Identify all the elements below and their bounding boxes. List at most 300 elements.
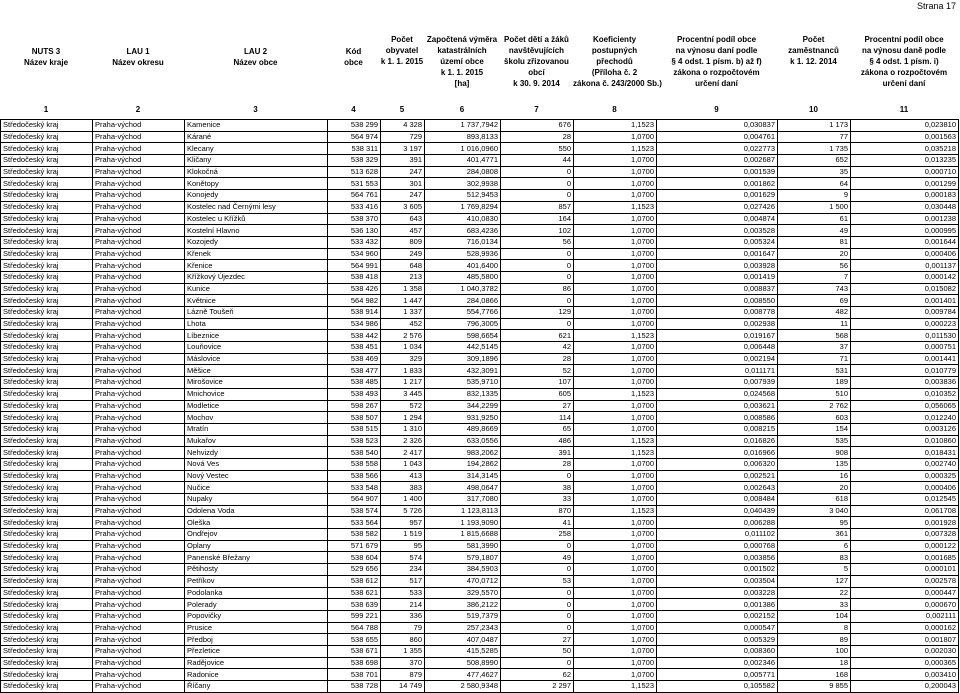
table-cell: 52 [501,365,574,377]
table-cell: 0 [501,295,574,307]
table-cell: 1 447 [381,295,425,307]
table-cell: Praha-východ [93,155,185,167]
table-cell: 0,001629 [657,190,778,202]
column-number-row [0,105,960,117]
table-row [1,517,959,529]
table-cell: Praha-východ [93,610,185,622]
table-cell: 344,2299 [425,400,501,412]
table-cell: Praha-východ [93,295,185,307]
table-cell: Oplany [185,540,328,552]
column-number: 8 [612,105,617,114]
table-cell: 513 628 [328,166,381,178]
table-cell: 554,7766 [425,307,501,319]
table-cell: 648 [381,260,425,272]
table-row [1,610,959,622]
table-cell: 0,000162 [851,622,959,634]
table-cell: Praha-východ [93,307,185,319]
table-cell: Středočeský kraj [1,540,93,552]
table-row [1,236,959,248]
table-cell: 1,0700 [574,307,657,319]
table-row [1,494,959,506]
table-cell: 79 [381,622,425,634]
table-cell: 0 [501,271,574,283]
table-cell: 1 040,3782 [425,283,501,295]
table-cell: 0,003410 [851,669,959,681]
header-line: k 1. 12. 2014 [790,57,837,66]
table-row [1,552,959,564]
table-cell: 533 548 [328,482,381,494]
table-cell: 0,002740 [851,458,959,470]
table-cell: Praha-východ [93,505,185,517]
table-cell: 489,8669 [425,423,501,435]
table-cell: 605 [501,388,574,400]
table-cell: Praha-východ [93,166,185,178]
table-cell: 534 986 [328,318,381,330]
table-row [1,342,959,354]
table-cell: Radějovice [185,657,328,669]
table-cell: 0,002030 [851,645,959,657]
table-cell: 0,000183 [851,190,959,202]
table-cell: 1,0700 [574,552,657,564]
table-cell: Praha-východ [93,645,185,657]
table-cell: Praha-východ [93,190,185,202]
table-cell: 89 [778,634,851,646]
table-cell: 538 311 [328,143,381,155]
table-cell: 50 [501,645,574,657]
table-cell: 893,8133 [425,131,501,143]
table-cell: 336 [381,610,425,622]
table-cell: 135 [778,458,851,470]
table-cell: Lhota [185,318,328,330]
table-cell: 0,024568 [657,388,778,400]
table-cell: 2 576 [381,330,425,342]
table-cell: Nupaky [185,494,328,506]
table-cell: Květnice [185,295,328,307]
table-cell: Středočeský kraj [1,155,93,167]
table-cell: 0,001502 [657,564,778,576]
table-cell: 0,001685 [851,552,959,564]
table-cell: Oleška [185,517,328,529]
table-cell: Středočeský kraj [1,330,93,342]
table-cell: 477,4627 [425,669,501,681]
header-line: na výnosu daní podle [675,46,758,55]
table-row [1,330,959,342]
table-cell: 603 [778,412,851,424]
table-cell: 0,006448 [657,342,778,354]
table-cell: Praha-východ [93,599,185,611]
table-row [1,587,959,599]
table-cell: 0,001386 [657,599,778,611]
table-cell: 1,1523 [574,681,657,693]
table-cell: 931,9250 [425,412,501,424]
table-row [1,681,959,693]
table-cell: Středočeský kraj [1,400,93,412]
table-cell: 257,2343 [425,622,501,634]
table-cell: 832,1335 [425,388,501,400]
table-cell: 100 [778,645,851,657]
table-cell: 1 358 [381,283,425,295]
table-cell: Popovičky [185,610,328,622]
table-cell: 683,4236 [425,225,501,237]
header-cell [327,46,380,68]
table-cell: 0,027426 [657,201,778,213]
table-row [1,657,959,669]
table-cell: 0 [501,540,574,552]
table-cell: 0,030448 [851,201,959,213]
table-cell: 0,001238 [851,213,959,225]
table-cell: Středočeský kraj [1,599,93,611]
table-row [1,190,959,202]
header-line: § 4 odst. 1 písm. b) až f) [671,57,762,66]
table-cell: Praha-východ [93,681,185,693]
table-cell: Praha-východ [93,283,185,295]
table-cell: 0,009784 [851,307,959,319]
table-cell: 0,010779 [851,365,959,377]
table-cell: 533 432 [328,236,381,248]
header-line: LAU 1 [126,47,150,56]
table-cell: 470,0712 [425,575,501,587]
table-cell: 809 [381,236,425,248]
table-cell: 0 [501,470,574,482]
table-cell: 1,0700 [574,271,657,283]
table-cell: 401,6400 [425,260,501,272]
table-cell: 0,004761 [657,131,778,143]
table-cell: 1,0700 [574,283,657,295]
header-line: NUTS 3 [31,47,61,56]
table-cell: 0,040439 [657,505,778,517]
table-cell: 1,0700 [574,377,657,389]
table-cell: Středočeský kraj [1,564,93,576]
table-cell: 0 [501,318,574,330]
table-cell: 329,5570 [425,587,501,599]
table-cell: 533 416 [328,201,381,213]
table-cell: 0,000768 [657,540,778,552]
table-cell: Praha-východ [93,388,185,400]
header-line: k 1. 1. 2015 [380,57,424,66]
table-cell: 383 [381,482,425,494]
table-cell: 27 [501,400,574,412]
table-cell: Přezletice [185,645,328,657]
table-cell: 538 426 [328,283,381,295]
table-cell: 0,003126 [851,423,959,435]
header-cell [777,34,850,67]
table-cell: Středočeský kraj [1,517,93,529]
header-cell [184,46,327,68]
table-cell: Středočeský kraj [1,190,93,202]
table-cell: 0,061708 [851,505,959,517]
table-cell: 529 656 [328,564,381,576]
table-cell: 53 [501,575,574,587]
table-cell: 528,9936 [425,248,501,260]
table-cell: 598,6654 [425,330,501,342]
header-line: Započtená výměra [426,35,498,44]
table-cell: 538 485 [328,377,381,389]
header-cell [500,34,573,89]
table-cell: 1,0700 [574,610,657,622]
table-cell: 1 519 [381,529,425,541]
table-cell: 0,006320 [657,458,778,470]
table-cell: Praha-východ [93,435,185,447]
table-cell: 1 337 [381,307,425,319]
table-cell: 538 582 [328,529,381,541]
table-cell: 62 [501,669,574,681]
table-cell: 247 [381,190,425,202]
table-cell: 0,003856 [657,552,778,564]
table-cell: Středočeský kraj [1,353,93,365]
table-row [1,645,959,657]
table-cell: Praha-východ [93,470,185,482]
table-cell: 1,0700 [574,657,657,669]
table-cell: Praha-východ [93,330,185,342]
table-cell: 1,0700 [574,540,657,552]
table-cell: 5 [778,564,851,576]
table-cell: Praha-východ [93,564,185,576]
table-cell: 538 523 [328,435,381,447]
header-line: § 4 odst. 1 písm. i) [869,57,939,66]
table-cell: Praha-východ [93,482,185,494]
table-cell: 1,0700 [574,470,657,482]
table-cell: 0,000995 [851,225,959,237]
table-cell: 8 [778,622,851,634]
table-cell: 1,0700 [574,353,657,365]
table-cell: 1,0700 [574,400,657,412]
table-cell: 581,3990 [425,540,501,552]
table-row [1,435,959,447]
table-cell: 104 [778,610,851,622]
table-cell: 1 193,9090 [425,517,501,529]
table-cell: 0,003228 [657,587,778,599]
table-cell: Středočeský kraj [1,248,93,260]
table-cell: 1,0700 [574,213,657,225]
table-cell: Středočeský kraj [1,271,93,283]
table-cell: Předboj [185,634,328,646]
table-cell: 519,7379 [425,610,501,622]
table-cell: Středočeský kraj [1,412,93,424]
table-cell: 1,0700 [574,645,657,657]
table-cell: Praha-východ [93,634,185,646]
table-cell: 538 914 [328,307,381,319]
table-cell: Praha-východ [93,669,185,681]
table-row [1,400,959,412]
table-cell: Středočeský kraj [1,423,93,435]
table-cell: 0,001807 [851,634,959,646]
table-cell: 508,8990 [425,657,501,669]
table-cell: 538 451 [328,342,381,354]
table-cell: Mirošovice [185,377,328,389]
table-cell: 234 [381,564,425,576]
table-cell: 983,2062 [425,447,501,459]
table-cell: 564 982 [328,295,381,307]
table-cell: 0,008215 [657,423,778,435]
table-cell: 4 328 [381,120,425,132]
table-cell: 550 [501,143,574,155]
table-cell: 538 507 [328,412,381,424]
table-cell: Praha-východ [93,575,185,587]
table-cell: Mochov [185,412,328,424]
table-cell: 0,004874 [657,213,778,225]
table-row [1,447,959,459]
table-cell: 1,0700 [574,494,657,506]
table-cell: 574 [381,552,425,564]
table-cell: Praha-východ [93,248,185,260]
table-cell: 1,0700 [574,225,657,237]
table-cell: 1 833 [381,365,425,377]
table-row [1,529,959,541]
table-cell: Praha-východ [93,377,185,389]
table-row [1,482,959,494]
header-line: Počet dětí a žáků [504,35,569,44]
table-cell: Modletice [185,400,328,412]
table-cell: Středočeský kraj [1,295,93,307]
table-cell: 168 [778,669,851,681]
table-cell: Praha-východ [93,353,185,365]
table-cell: 879 [381,669,425,681]
table-cell: 1,0700 [574,669,657,681]
table-cell: 9 855 [778,681,851,693]
table-cell: 1 769,8294 [425,201,501,213]
table-cell: 0,003528 [657,225,778,237]
table-cell: 2 580,9348 [425,681,501,693]
table-cell: 1,0700 [574,295,657,307]
table-row [1,131,959,143]
table-cell: Kostelec nad Černými lesy [185,201,328,213]
table-cell: 538 515 [328,423,381,435]
table-cell: 1,0700 [574,131,657,143]
table-cell: 538 671 [328,645,381,657]
header-line: Koeficienty [592,35,637,44]
table-cell: 643 [381,213,425,225]
table-cell: 538 469 [328,353,381,365]
table-cell: 0,000406 [851,482,959,494]
table-row [1,505,959,517]
table-cell: 796,3005 [425,318,501,330]
table-cell: 1,0700 [574,178,657,190]
table-cell: 391 [381,155,425,167]
table-cell: Praha-východ [93,458,185,470]
table-cell: 0,000122 [851,540,959,552]
table-cell: Středočeský kraj [1,342,93,354]
header-cell [92,46,184,68]
table-cell: 538 604 [328,552,381,564]
table-cell: Středočeský kraj [1,307,93,319]
table-cell: 0,056065 [851,400,959,412]
table-cell: 0,015082 [851,283,959,295]
table-cell: 0,010352 [851,388,959,400]
table-cell: 107 [501,377,574,389]
table-cell: 2 297 [501,681,574,693]
table-row [1,248,959,260]
table-cell: 0,000751 [851,342,959,354]
table-row [1,166,959,178]
table-cell: 0,000406 [851,248,959,260]
table-cell: 0,007328 [851,529,959,541]
table-cell: 857 [501,201,574,213]
table-cell: Kamenice [185,120,328,132]
header-cell [850,34,958,89]
table-cell: 0,002194 [657,353,778,365]
table-cell: 538 621 [328,587,381,599]
table-cell: 386,2122 [425,599,501,611]
table-cell: 0,008550 [657,295,778,307]
table-cell: Středočeský kraj [1,622,93,634]
table-row [1,599,959,611]
table-cell: 0,001647 [657,248,778,260]
table-cell: 0,018431 [851,447,959,459]
table-cell: 0,003836 [851,377,959,389]
table-cell: 482 [778,307,851,319]
table-cell: Středočeský kraj [1,131,93,143]
table-cell: 1,0700 [574,318,657,330]
table-cell: 0,008484 [657,494,778,506]
table-cell: 1 123,8113 [425,505,501,517]
table-row [1,143,959,155]
header-line: zaměstnanců [788,46,839,55]
table-cell: Středočeský kraj [1,236,93,248]
table-row [1,307,959,319]
table-cell: 35 [778,166,851,178]
table-cell: Středočeský kraj [1,178,93,190]
table-cell: 536 130 [328,225,381,237]
table-cell: 1 815,6688 [425,529,501,541]
table-cell: 1,0700 [574,622,657,634]
table-cell: Praha-východ [93,120,185,132]
table-cell: Kostelec u Křížků [185,213,328,225]
table-cell: 114 [501,412,574,424]
table-cell: 7 [778,271,851,283]
table-cell: 0 [501,260,574,272]
table-row [1,377,959,389]
header-line: Název okresu [112,58,164,67]
table-cell: Středočeský kraj [1,120,93,132]
header-line: Procentní podíl obce [676,35,757,44]
table-cell: 571 679 [328,540,381,552]
table-cell: 457 [381,225,425,237]
table-cell: 512,9453 [425,190,501,202]
table-cell: Praha-východ [93,131,185,143]
table-cell: 213 [381,271,425,283]
table-cell: Nová Ves [185,458,328,470]
table-cell: 0,001419 [657,271,778,283]
table-cell: Kozojedy [185,236,328,248]
table-cell: 284,0866 [425,295,501,307]
table-cell: Středočeský kraj [1,377,93,389]
table-cell: 676 [501,120,574,132]
table-cell: Louňovice [185,342,328,354]
table-cell: 533 564 [328,517,381,529]
table-cell: Křížkový Újezdec [185,271,328,283]
table-cell: 1,0700 [574,423,657,435]
table-cell: 1 043 [381,458,425,470]
table-row [1,365,959,377]
table-cell: 598 267 [328,400,381,412]
table-cell: Praha-východ [93,178,185,190]
header-line: na výnosu daně podle [861,46,946,55]
table-cell: Středočeský kraj [1,166,93,178]
table-cell: 1 294 [381,412,425,424]
column-number: 10 [809,105,818,114]
table-cell: 64 [778,178,851,190]
table-cell: Odolena Voda [185,505,328,517]
table-cell: 401,4771 [425,155,501,167]
table-cell: 284,0808 [425,166,501,178]
column-number: 5 [399,105,405,114]
table-cell: 0 [501,622,574,634]
table-cell: Nučice [185,482,328,494]
table-cell: 1 737,7942 [425,120,501,132]
table-cell: Středočeský kraj [1,657,93,669]
table-cell: 0,002687 [657,155,778,167]
table-cell: 0 [501,610,574,622]
